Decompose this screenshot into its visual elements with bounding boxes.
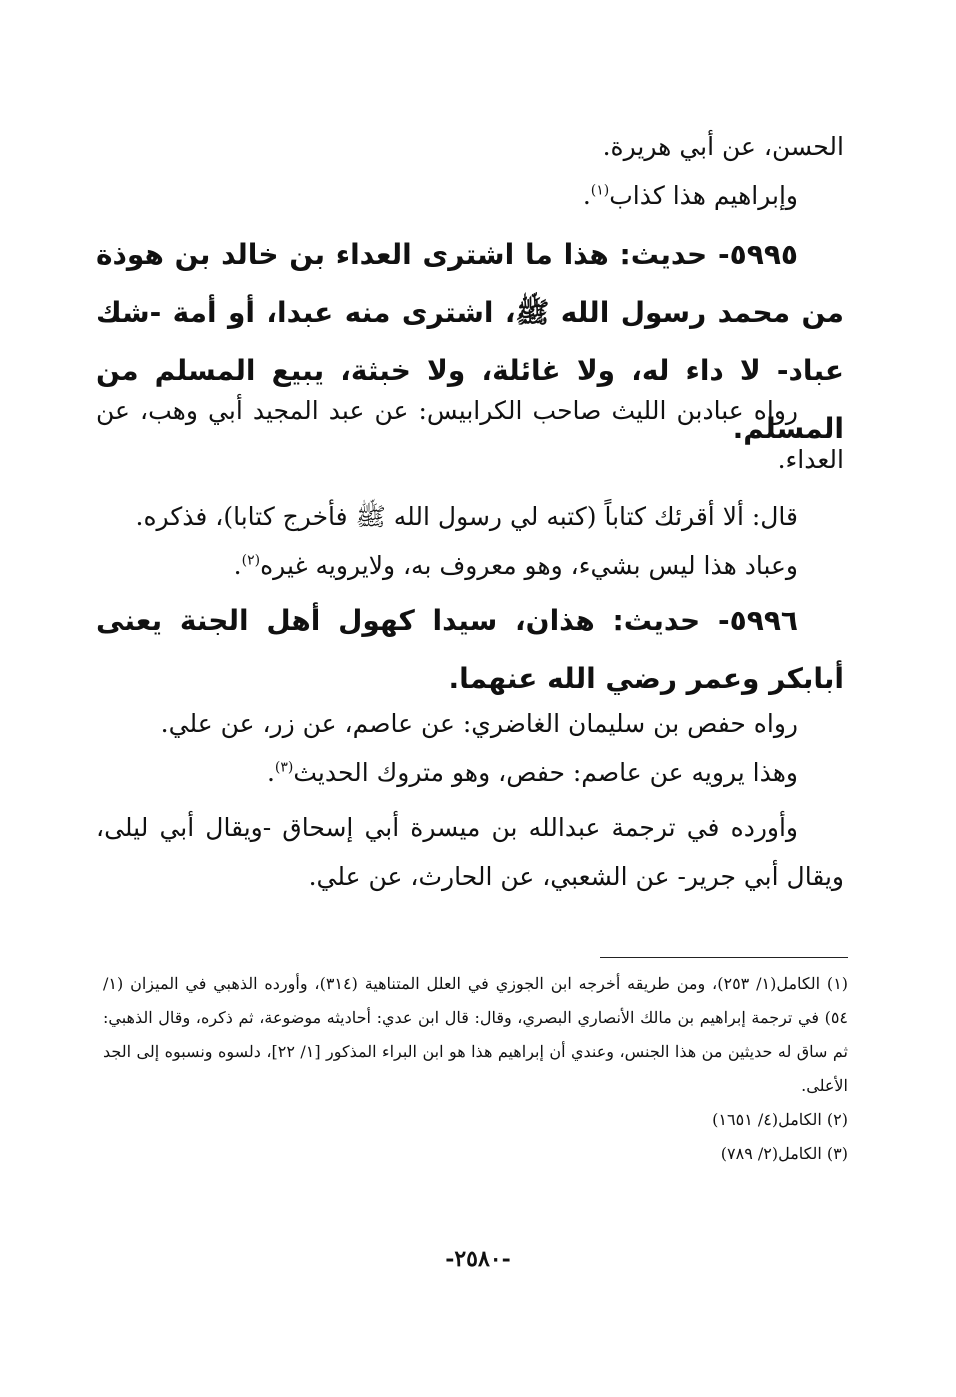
main-text (96, 122, 844, 220)
paragraph-text: وعباد هذا ليس بشيء، وهو معروف به، ولايرويه غيره (260, 551, 798, 580)
footnote-2: (٢) الكامل(٤/ ١٦٥١) (712, 1110, 848, 1129)
footnote-3: (٣) الكامل(٢/ ٧٨٩) (720, 1144, 848, 1163)
paragraph-narration: رواه عبادبن الليث صاحب الكرابيس: عن عبد المجيد أبي وهب، عن العداء. (96, 396, 844, 474)
paragraph-narration: رواه حفص بن سليمان الغاضري: عن عاصم، عن زر، عن علي. (160, 709, 798, 738)
footnote-marker-1[interactable]: (١) (590, 182, 610, 199)
period: . (266, 758, 275, 787)
footnote-marker-3[interactable]: (٣) (274, 759, 294, 776)
paragraph-text: وإبراهيم هذا كذاب (609, 181, 798, 210)
commentary-block-5995 (96, 386, 844, 590)
paragraph-narrator-note (96, 171, 844, 220)
footnotes (103, 967, 848, 1171)
paragraph-abbad-note (96, 541, 844, 590)
paragraph-biography-note: وأورده في ترجمة عبدالله بن ميسرة أبي إسحاق -ويقال أبي ليلى، ويقال أبي جرير- عن الشعبي، عن الحارث، عن علي. (96, 813, 844, 891)
page-number: -٢٥٨٠- (445, 1246, 511, 1272)
paragraph-hafs-note (96, 748, 844, 797)
hadith-5995: ٥٩٩٥- حديث: هذا ما اشترى العداء بن خالد بن هوذة من محمد رسول الله ﷺ، اشترى منه عبدا، أو أمة -شك عباد- لا داء له، ولا غائلة، ولا خبثة، يبيع المسلم من المسلم. (96, 238, 844, 445)
footnote-divider (600, 957, 848, 958)
footnote-1: (١) الكامل(١/ ٢٥٣)، ومن طريقه أخرجه ابن الجوزي في العلل المتناهية (٣١٤)، وأورده الذهبي في الميزان (١/ ٥٤) في ترجمة إبراهيم بن مالك الأنصاري البصري، وقال: قال ابن عدي: أحاديثه موضوعة، ثم ذكره، وقال الذهبي: ثم ساق له حديثين من هذا الجنس، وعندي أن إبراهيم هذا هو ابن البراء المذكور [١/ ٢٢]، دلسوه ونسبوه إلى الجد الأعلى. (103, 974, 849, 1095)
paragraph-continuation: الحسن، عن أبي هريرة. (602, 132, 844, 161)
period: . (582, 181, 591, 210)
period: . (233, 551, 242, 580)
hadith-block-5996 (96, 592, 844, 708)
commentary-block-5996 (96, 699, 844, 901)
hadith-5996: ٥٩٩٦- حديث: هذان، سيدا كهول أهل الجنة يعنى أبابكر وعمر رضي الله عنهما. (96, 604, 844, 695)
footnote-marker-2[interactable]: (٢) (241, 552, 261, 569)
paragraph-quote: قال: ألا أقرئك كتاباً (كتبه لي رسول الله ﷺ فأخرج كتابا)، فذكره. (135, 502, 798, 531)
paragraph-text: وهذا يرويه عن عاصم: حفص، وهو متروك الحديث (293, 758, 798, 787)
